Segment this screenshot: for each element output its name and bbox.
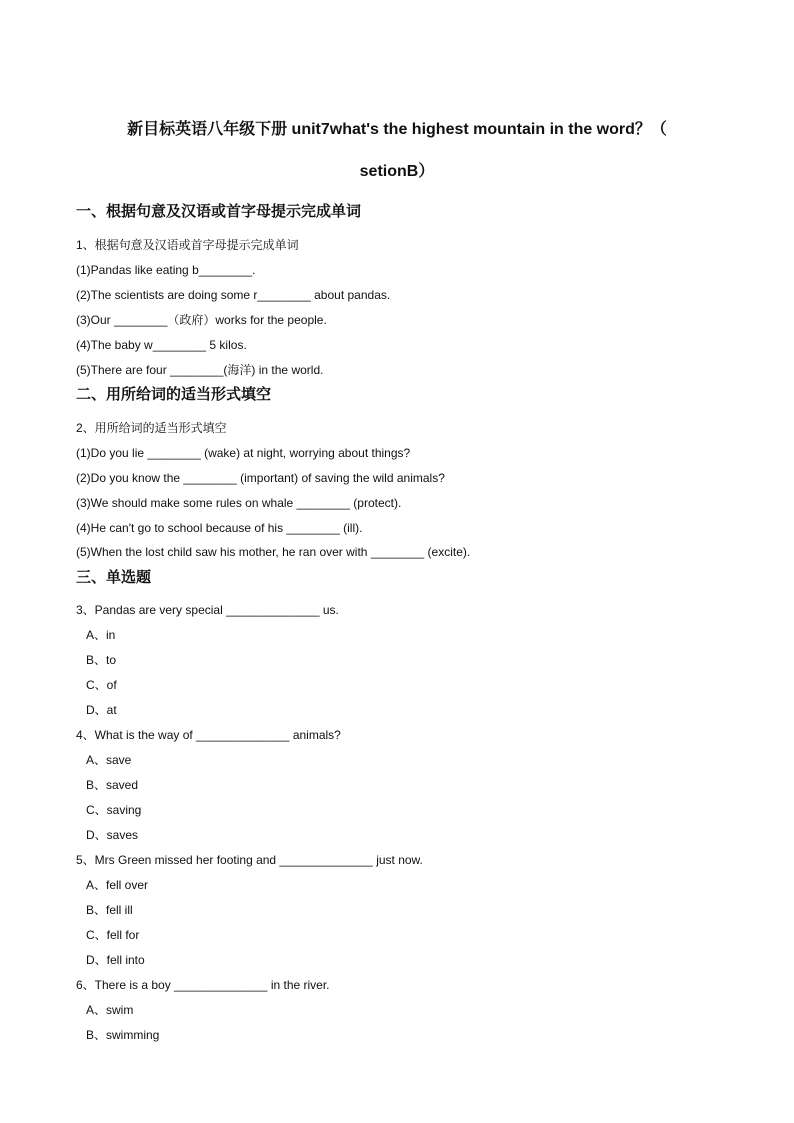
question-1-item: (3)Our ________（政府）works for the people. [76,313,327,327]
question-4-stem: 4、What is the way of ______________ animals? [76,728,341,742]
title-line-1: 新目标英语八年级下册 unit7what's the highest mountain in the word？（ [127,121,667,138]
question-1-item: (4)The baby w________ 5 kilos. [76,338,247,352]
question-2-item: (3)We should make some rules on whale ________ (protect). [76,496,402,510]
question-1-label: 1、根据句意及汉语或首字母提示完成单词 [76,238,299,252]
question-4-option-d: D、saves [86,828,139,842]
section-1-heading: 一、根据句意及汉语或首字母提示完成单词 [76,203,362,220]
question-5-option-a: A、fell over [86,878,149,892]
question-3-option-d: D、at [86,703,117,717]
question-3-option-c: C、of [86,678,117,692]
section-3-heading: 三、单选题 [76,569,152,586]
question-3-option-b: B、to [86,653,117,667]
question-3-stem: 3、Pandas are very special ______________ us. [76,603,339,617]
question-6-stem: 6、There is a boy ______________ in the river. [76,978,330,992]
question-5-option-b: B、fell ill [86,903,133,917]
document-title [60,118,734,184]
question-3-option-a: A、in [86,628,116,642]
question-4-option-a: A、save [86,753,132,767]
question-1-item: (1)Pandas like eating b________. [76,263,256,277]
question-1-item: (2)The scientists are doing some r________ about pandas. [76,288,391,302]
question-2-label: 2、用所给词的适当形式填空 [76,421,227,435]
section-2-heading: 二、用所给词的适当形式填空 [76,386,272,403]
question-5-option-c: C、fell for [86,928,140,942]
question-2-item: (4)He can't go to school because of his ________ (ill). [76,521,363,535]
question-5-stem: 5、Mrs Green missed her footing and ______________ just now. [76,853,423,867]
question-4-option-c: C、saving [86,803,142,817]
question-2-item: (2)Do you know the ________ (important) of saving the wild animals? [76,471,445,485]
question-2-item: (5)When the lost child saw his mother, he ran over with ________ (excite). [76,545,471,559]
question-6-option-a: A、swim [86,1003,134,1017]
question-4-option-b: B、saved [86,778,139,792]
question-5-option-d: D、fell into [86,953,145,967]
question-6-option-b: B、swimming [86,1028,160,1042]
title-line-2: setionB） [359,163,435,180]
question-2-item: (1)Do you lie ________ (wake) at night, worrying about things? [76,446,411,460]
question-1-item: (5)There are four ________(海洋) in the world. [76,363,324,377]
